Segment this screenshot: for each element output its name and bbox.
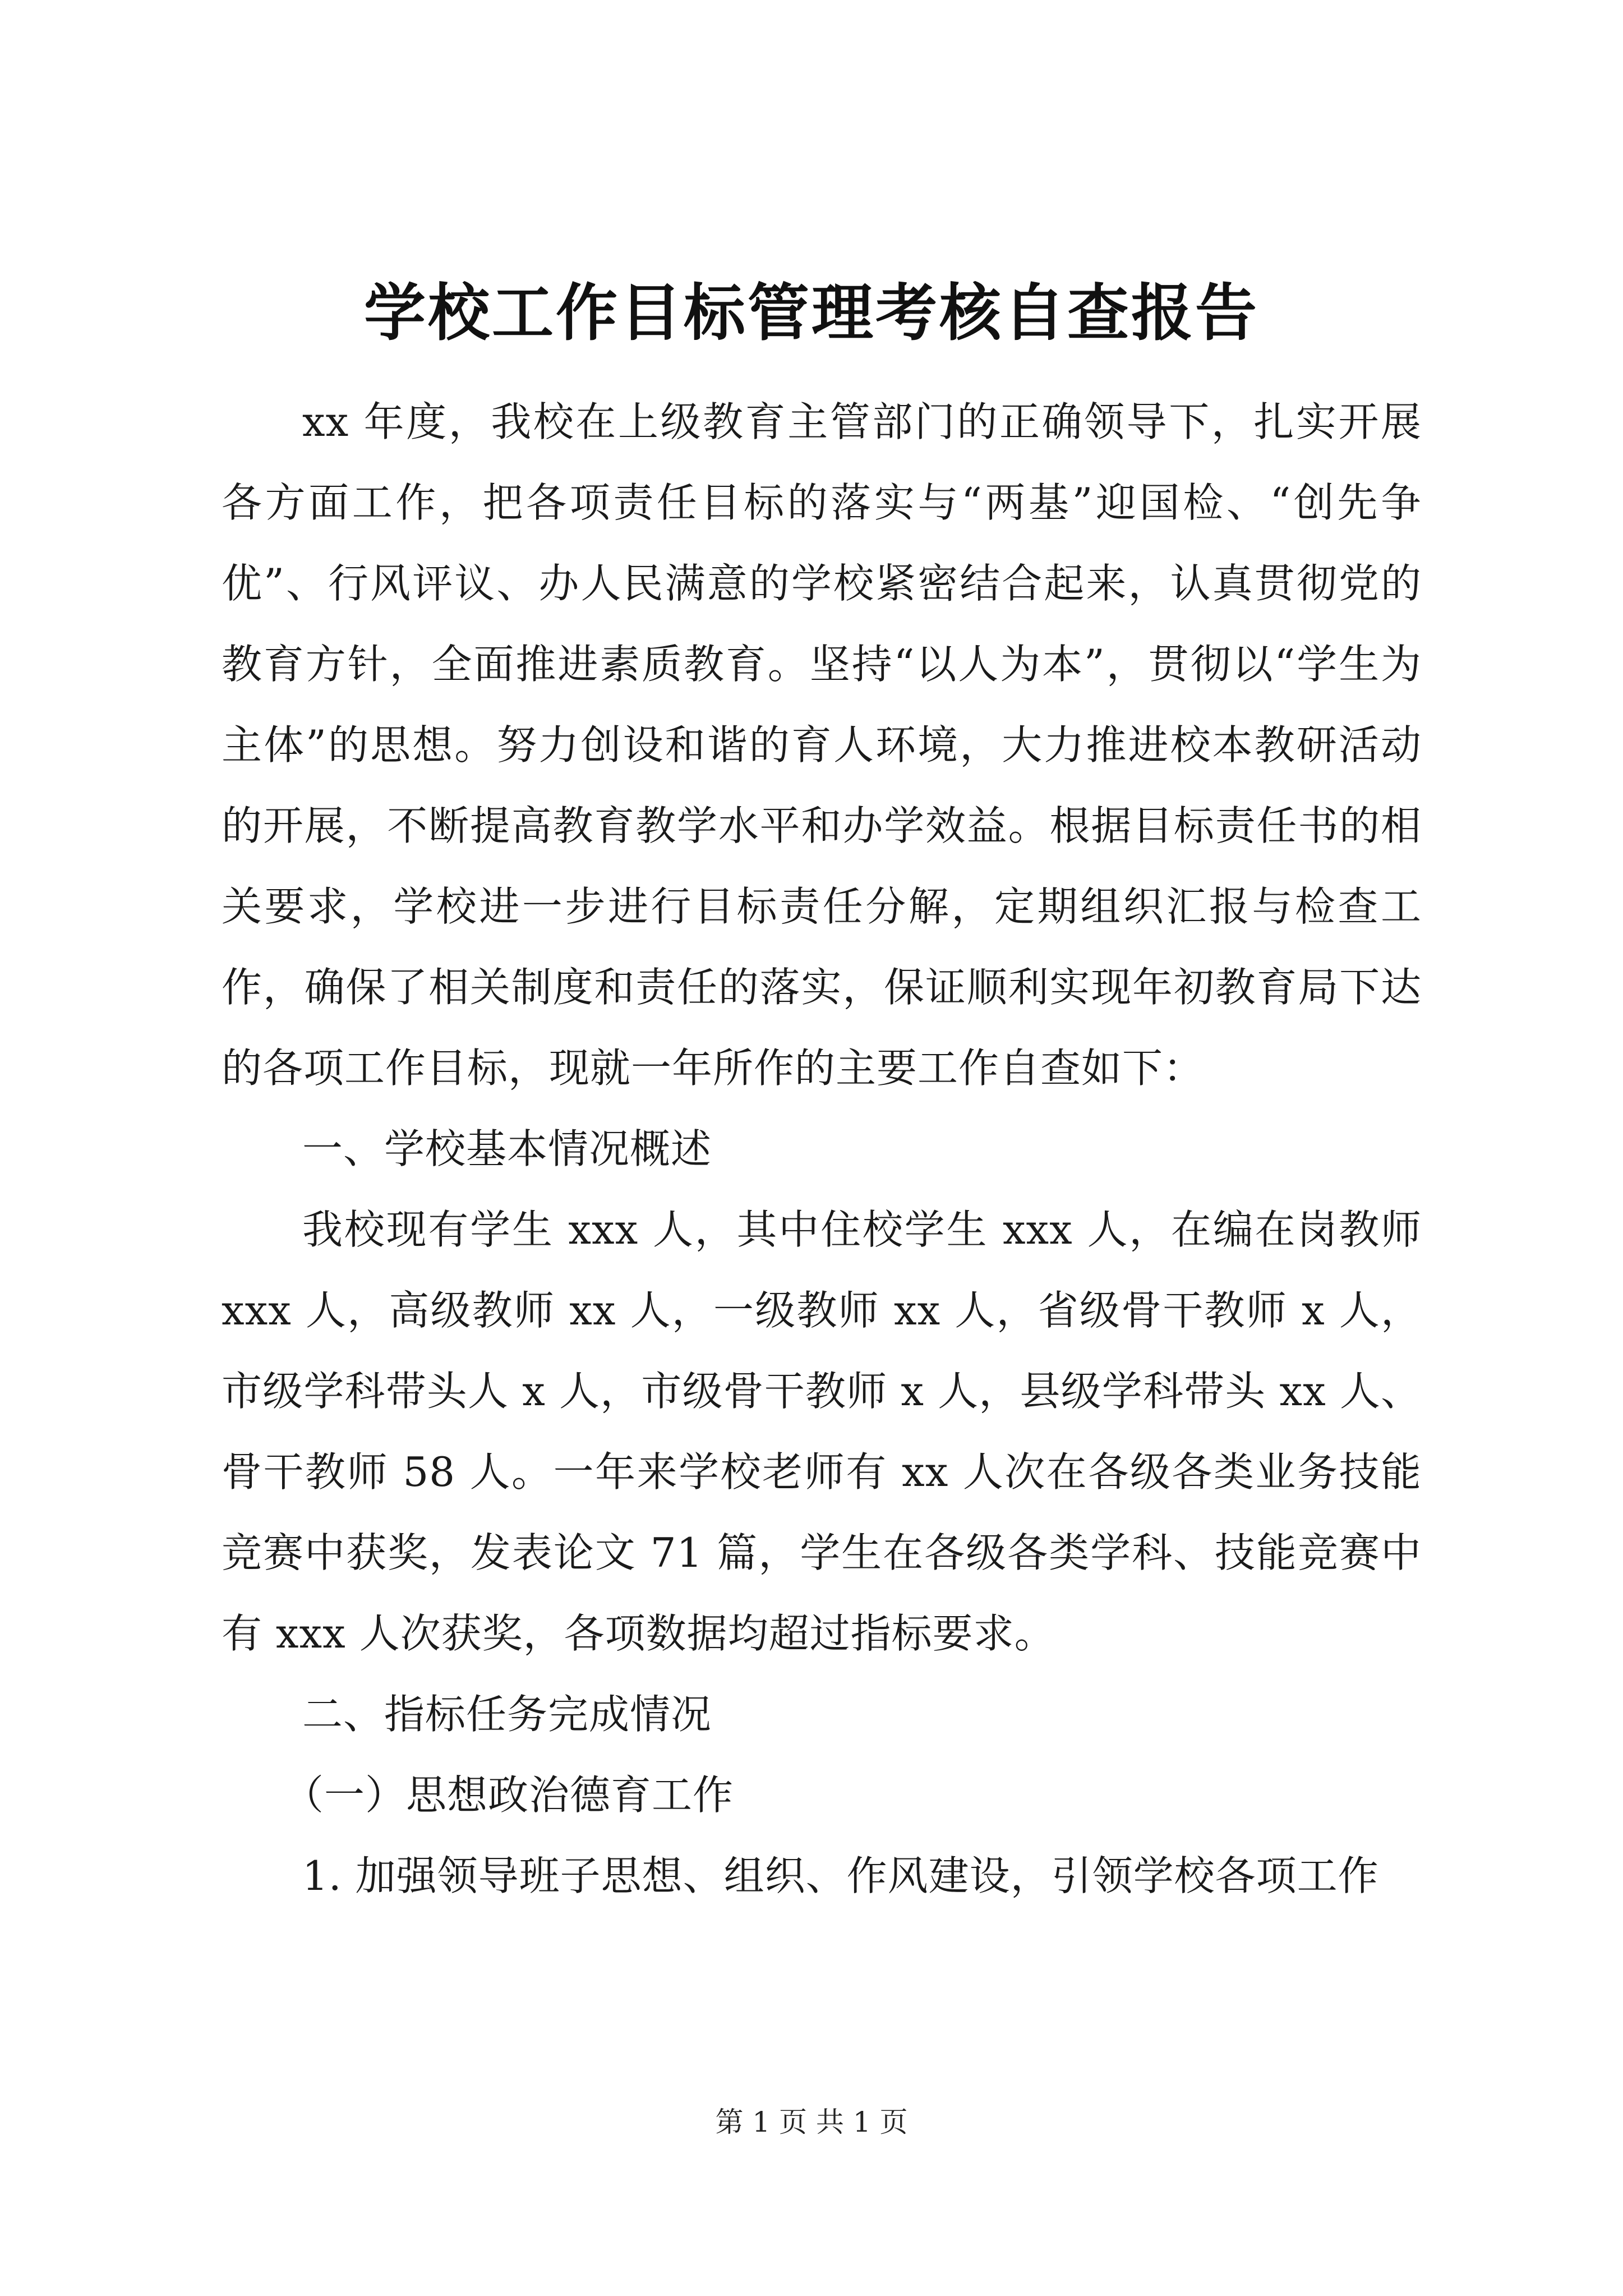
paragraph-intro: xx 年度，我校在上级教育主管部门的正确领导下，扎实开展各方面工作，把各项责任目标的落实与“两基”迎国检、“创先争优”、行风评议、办人民满意的学校紧密结合起来，认真贯彻党的教育方针，全面推进素质教育。坚持“以人为本”，贯彻以“学生为主体”的思想。努力创设和谐的育人环境，大力推进校本教研活动的开展，不断提高教育教学水平和办学效益。根据目标责任书的相关要求，学校进一步进行目标责任分解，定期组织汇报与检查工作，确保了相关制度和责任的落实，保证顺利实现年初教育局下达的各项工作目标，现就一年所作的主要工作自查如下：: [222, 398, 1422, 1092]
document-body: [222, 381, 1422, 1916]
subsection-heading-moral-education: （一）思想政治德育工作: [283, 1772, 734, 1819]
page-number-footer: 第 1 页 共 1 页: [715, 2106, 908, 2138]
paragraph-item-1: 1. 加强领导班子思想、组织、作风建设，引领学校各项工作: [302, 1852, 1379, 1899]
document-title: 学校工作目标管理考核自查报告: [364, 277, 1259, 349]
section-heading-task-completion: 二、指标任务完成情况: [302, 1691, 712, 1738]
paragraph-basic-info: 我校现有学生 xxx 人，其中住校学生 xxx 人，在编在岗教师 xxx 人，高级教师 xx 人，一级教师 xx 人，省级骨干教师 x 人，市级学科带头人 x 人，市级骨干教师 x 人，县级学科带头 xx 人、骨干教师 58 人。一年来学校老师有 xx 人次在各级各类业务技能竞赛中获奖，发表论文 71 篇，学生在各级各类学科、技能竞赛中有 xxx 人次获奖，各项数据均超过指标要求。: [222, 1206, 1422, 1657]
section-heading-basic-info: 一、学校基本情况概述: [302, 1125, 712, 1172]
